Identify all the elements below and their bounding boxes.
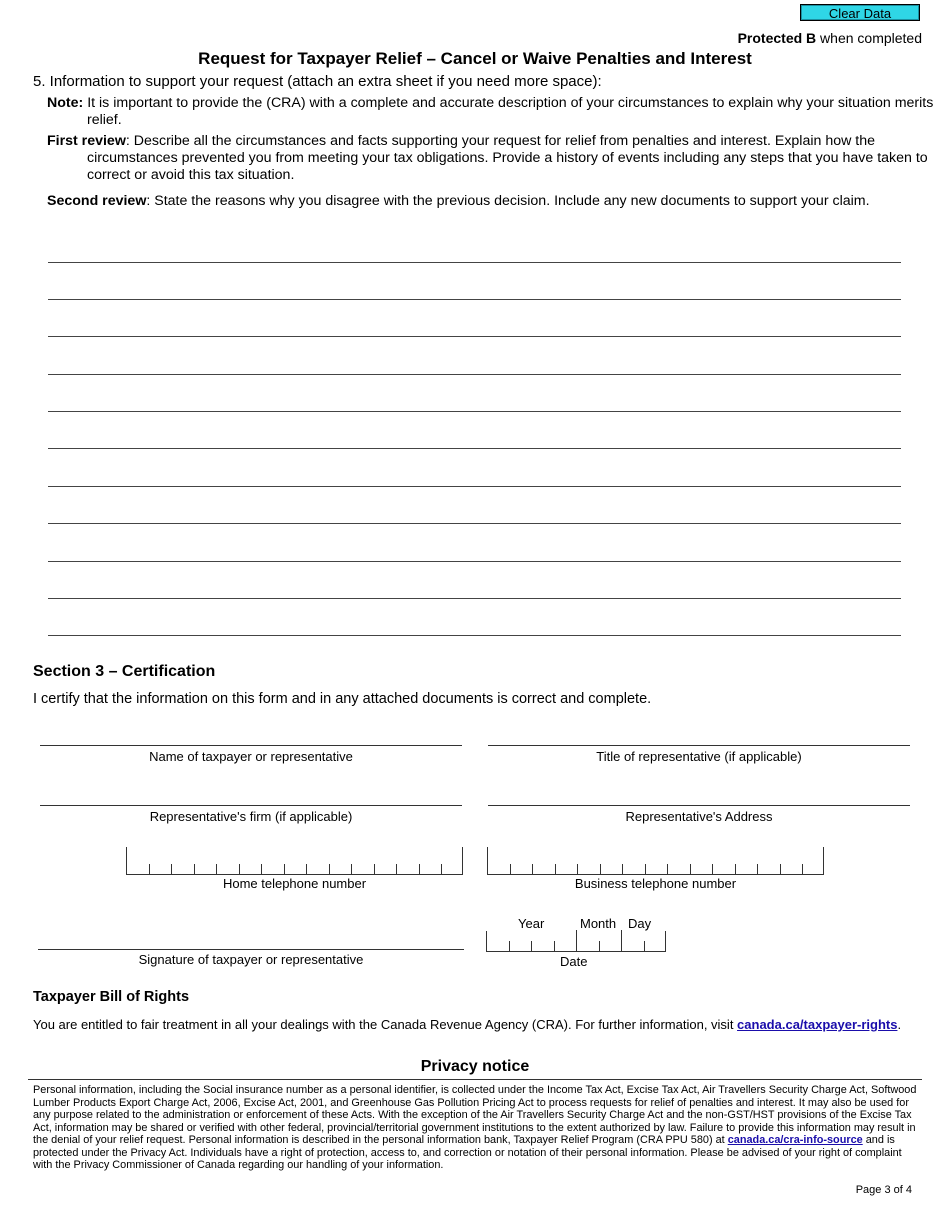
clear-data-button[interactable]: Clear Data — [800, 4, 920, 21]
writing-line — [48, 336, 901, 337]
section5-heading: 5. Information to support your request (attach an extra sheet if you need more space): — [33, 73, 602, 90]
business-phone-field[interactable] — [487, 847, 824, 875]
writing-line — [48, 374, 901, 375]
section3-heading: Section 3 – Certification — [33, 663, 216, 680]
date-field[interactable] — [486, 931, 666, 952]
month-label: Month — [580, 916, 617, 931]
note-paragraph: Note: It is important to provide the (CRA) with a complete and accurate description of your circumstances to explain why your situation merits relief. — [47, 95, 934, 128]
writing-line — [48, 299, 901, 300]
privacy-text: Personal information, including the Social insurance number as a personal identifier, is collected under the Income Tax Act, Excise Tax Act, Air Travellers Security Charge Act, Softwood Lumber Products Export Charge Act, 2006, Excise Act, 2001, and Greenhouse Gas Pollution Pricing Act to process requests for relief of penalties and interest. It may also be used for any purpose related to the administration or enforcement of these Acts. With the exception of the Air Travellers Security Charge Act and the non-GST/HST provisions of the Excise Tax Act, information may be shared or verified with other federal, provincial/territorial government institutions to the extent authorized by law. Failure to provide this information may result in the denial of your relief request. Personal information is described in the personal information bank, Taxpayer Relief Program (CRA PPU 580) at canada.ca/cra-info-source and is protected under the Privacy Act. Individuals have a right of protection, access to, and correction or notation of their personal information. Please be advised of your right of complaint with the Privacy Commissioner of Canada regarding our handling of your information. — [33, 1084, 917, 1171]
explanation-text-area[interactable] — [48, 230, 901, 638]
writing-line — [48, 486, 901, 487]
signature-label: Signature of taxpayer or representative — [138, 952, 364, 967]
page-title: Request for Taxpayer Relief – Cancel or Waive Penalties and Interest — [198, 49, 752, 68]
name-label: Name of taxpayer or representative — [149, 749, 353, 764]
bill-of-rights-text: You are entitled to fair treatment in all your dealings with the Canada Revenue Agency (CRA). For further information, visit canada.ca/taxpayer-rights. — [33, 1017, 902, 1032]
home-phone-field[interactable] — [126, 847, 463, 875]
writing-line — [48, 635, 901, 636]
address-label: Representative's Address — [625, 809, 773, 824]
privacy-heading: Privacy notice — [420, 1058, 530, 1075]
year-label: Year — [518, 916, 545, 931]
cra-info-source-link[interactable]: canada.ca/cra-info-source — [727, 1134, 863, 1146]
protected-label: Protected B when completed — [737, 30, 922, 46]
title-field[interactable] — [488, 745, 910, 746]
writing-line — [48, 561, 901, 562]
home-phone-label: Home telephone number — [222, 876, 367, 891]
address-field[interactable] — [488, 805, 910, 806]
firm-label: Representative's firm (if applicable) — [149, 809, 353, 824]
page-number: Page 3 of 4 — [855, 1184, 912, 1196]
writing-line — [48, 448, 901, 449]
first-review-paragraph: First review: Describe all the circumstances and facts supporting your request for relief from penalties and interest. Explain how the circumstances prevented you from meeting your tax obligations. Provide a history of events including any steps that you have taken to correct or avoid this tax situation. — [47, 133, 928, 183]
title-label: Title of representative (if applicable) — [596, 749, 802, 764]
writing-line — [48, 598, 901, 599]
writing-line — [48, 262, 901, 263]
firm-field[interactable] — [40, 805, 462, 806]
business-phone-label: Business telephone number — [574, 876, 737, 891]
writing-line — [48, 523, 901, 524]
taxpayer-rights-link[interactable]: canada.ca/taxpayer-rights — [737, 1017, 898, 1032]
second-review-paragraph: Second review: State the reasons why you disagree with the previous decision. Include any new documents to support your claim. — [47, 193, 870, 209]
name-field[interactable] — [40, 745, 462, 746]
privacy-divider — [28, 1079, 922, 1080]
date-label: Date — [560, 954, 588, 969]
bill-of-rights-heading: Taxpayer Bill of Rights — [33, 989, 190, 1005]
day-label: Day — [628, 916, 652, 931]
writing-line — [48, 411, 901, 412]
certification-statement: I certify that the information on this form and in any attached documents is correct and complete. — [33, 691, 652, 707]
signature-field[interactable] — [38, 949, 464, 950]
